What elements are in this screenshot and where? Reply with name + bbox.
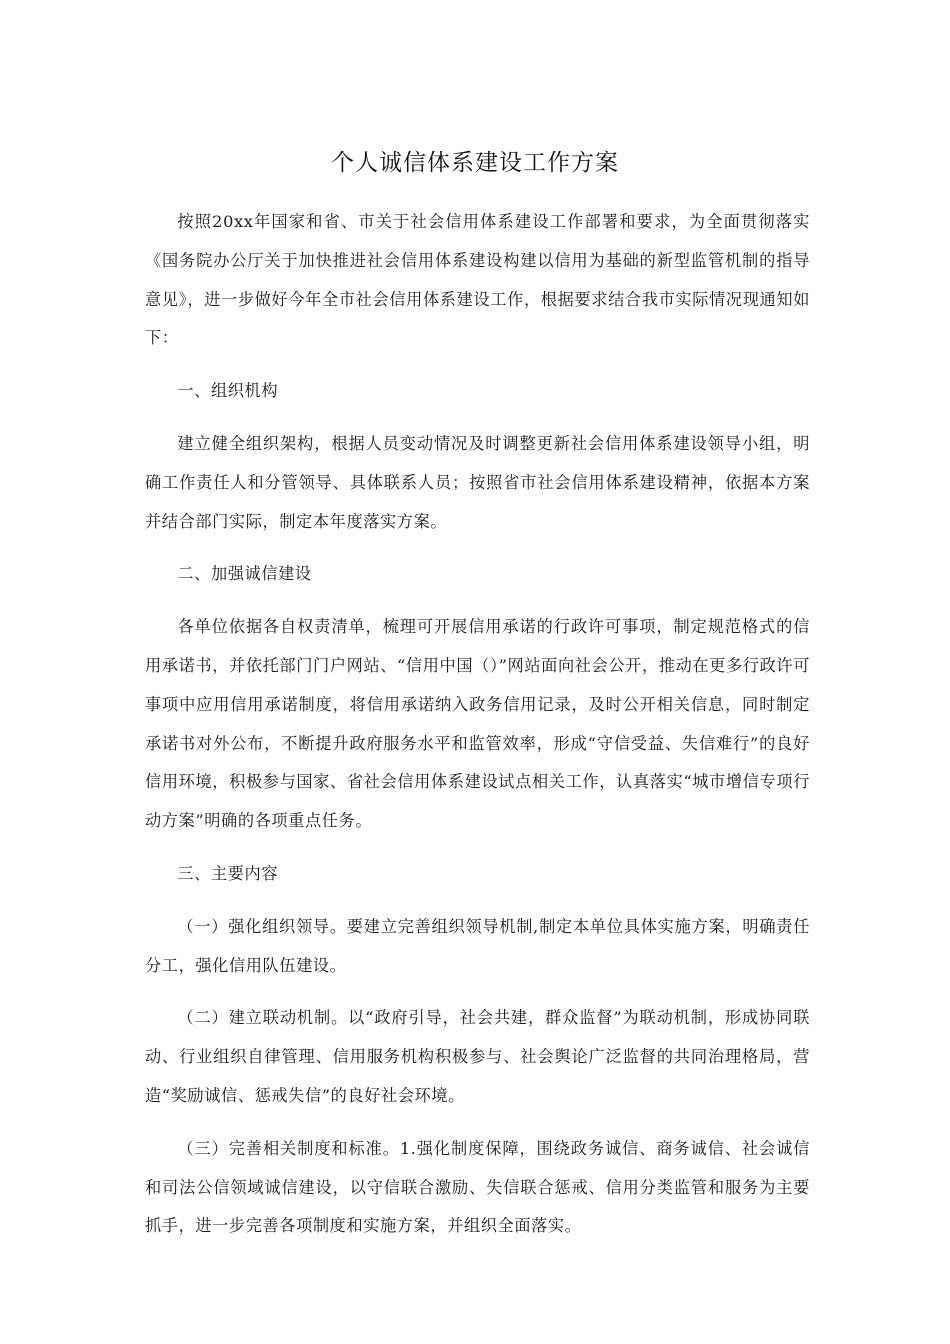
paragraph-integrity: 各单位依据各自权责清单，梳理可开展信用承诺的行政许可事项，制定规范格式的信用承诺书，并依托部门门户网站、“信用中国（）”网站面向社会公开，推动在更多行政许可事项中应用信用承诺制度，将信用承诺纳入政务信用记录，及时公开相关信息，同时制定承诺书对外公布，不断提升政府服务水平和监管效率，形成“守信受益、失信难行”的良好信用环境，积极参与国家、省社会信用体系建设试点相关工作，认真落实“城市增信专项行动方案”明确的各项重点任务。 — [145, 617, 810, 831]
section-heading-organization: 一、组织机构 — [177, 381, 279, 401]
paragraph-standards: （三）完善相关制度和标准。1.强化制度保障，围绕政务诚信、商务诚信、社会诚信和司法公信领域诚信建设，以守信联合激励、失信联合惩戒、信用分类监管和服务为主要抓手，进一步完善各项制度和实施方案，并组织全面落实。 — [145, 1138, 810, 1236]
paragraph-leadership: （一）强化组织领导。要建立完善组织领导机制,制定本单位具体实施方案，明确责任分工，强化信用队伍建设。 — [145, 916, 810, 975]
intro-paragraph: 按照20xx年国家和省、市关于社会信用体系建设工作部署和要求，为全面贯彻落实《国务院办公厅关于加快推进社会信用体系建设构建以信用为基础的新型监管机制的指导意见》，进一步做好今年全市社会信用体系建设工作，根据要求结合我市实际情况现通知如下： — [145, 212, 810, 348]
section-heading-main-content: 三、主要内容 — [177, 863, 279, 883]
document-title: 个人诚信体系建设工作方案 — [331, 150, 619, 176]
paragraph-linkage: （二）建立联动机制。以“政府引导，社会共建，群众监督”为联动机制，形成协同联动、行业组织自律管理、信用服务机构积极参与、社会舆论广泛监督的共同治理格局，营造“奖励诚信、惩戒失信”的良好社会环境。 — [145, 1008, 810, 1105]
paragraph-organization: 建立健全组织架构，根据人员变动情况及时调整更新社会信用体系建设领导小组，明确工作责任人和分管领导、具体联系人员；按照省市社会信用体系建设精神，依据本方案并结合部门实际，制定本年度落实方案。 — [145, 433, 810, 531]
document-body — [145, 203, 810, 1260]
section-heading-integrity: 二、加强诚信建设 — [177, 564, 312, 584]
